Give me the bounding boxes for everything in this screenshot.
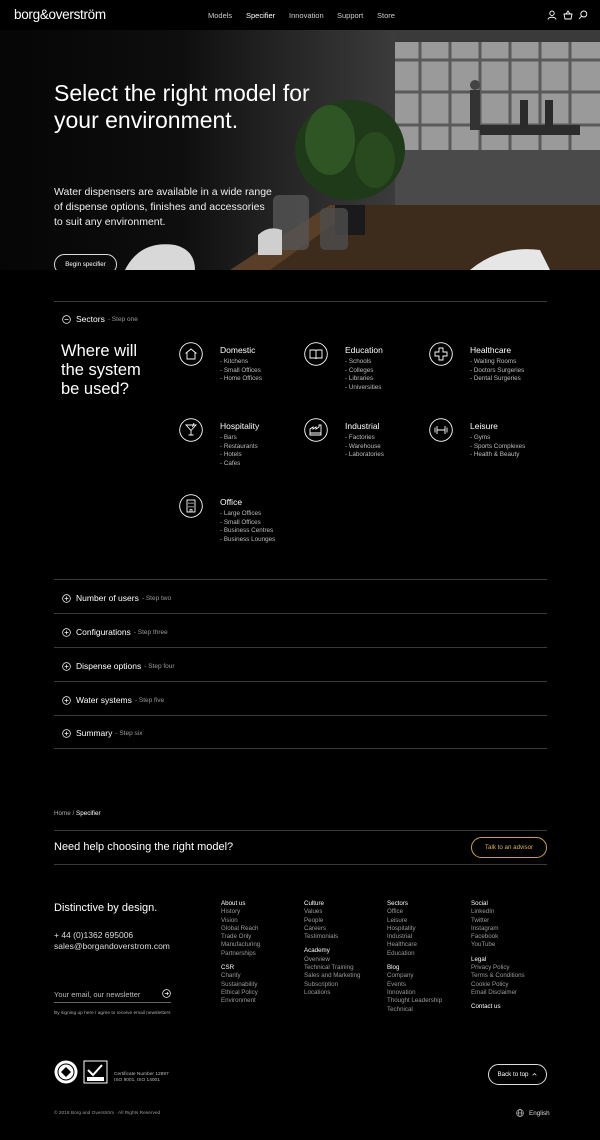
arrow-right-circle-icon[interactable] bbox=[162, 989, 171, 998]
house-icon bbox=[179, 342, 203, 366]
footer-column-social bbox=[471, 900, 525, 1012]
footer-email[interactable]: sales@borgandoverstrom.com bbox=[54, 941, 170, 951]
footer-link[interactable]: Twitter bbox=[471, 916, 490, 924]
sector-sub-item: - Health & Beauty bbox=[470, 451, 520, 459]
nav-specifier[interactable]: Specifier bbox=[246, 11, 276, 20]
expand-icon bbox=[62, 628, 71, 637]
accordion-configurations[interactable] bbox=[62, 627, 168, 637]
sector-sub-item: - Business Centres bbox=[220, 527, 274, 535]
footer-link[interactable]: Innovation bbox=[387, 988, 416, 996]
breadcrumb-current: Specifier bbox=[76, 810, 101, 817]
footer-heading[interactable]: Academy bbox=[304, 947, 330, 955]
divider bbox=[54, 715, 547, 716]
dumbbell-icon bbox=[429, 418, 453, 442]
divider bbox=[54, 681, 547, 682]
sector-sub-item: - Hotels bbox=[220, 451, 242, 459]
footer-link[interactable]: Testimonials bbox=[304, 933, 339, 941]
footer-link[interactable]: Subscription bbox=[304, 980, 339, 988]
certification-badges bbox=[54, 1060, 109, 1084]
accordion-label: Water systems bbox=[76, 695, 132, 705]
accordion-summary[interactable] bbox=[62, 728, 142, 738]
breadcrumb bbox=[54, 810, 101, 817]
nav-support[interactable]: Support bbox=[337, 11, 364, 20]
footer-link[interactable]: Sales and Marketing bbox=[304, 972, 361, 980]
office-building-icon bbox=[179, 494, 203, 518]
footer-link[interactable]: Events bbox=[387, 980, 406, 988]
sector-sub-item: - Small Offices bbox=[220, 366, 261, 374]
accordion-step: - Step five bbox=[134, 696, 165, 704]
sector-sub-item: - Laboratories bbox=[345, 451, 384, 459]
sector-sub-item: - Gyms bbox=[470, 434, 491, 441]
footer-heading[interactable]: CSR bbox=[221, 964, 235, 972]
copyright-text: © 2018 Borg and Overström · All Rights Reserved bbox=[54, 1111, 161, 1116]
site-header bbox=[0, 0, 600, 30]
accordion-sectors-header[interactable] bbox=[62, 314, 138, 324]
sector-name: Domestic bbox=[220, 345, 256, 355]
accordion-label: Sectors bbox=[76, 314, 105, 324]
user-icon[interactable] bbox=[547, 10, 557, 20]
site-logo[interactable]: borg&overström bbox=[14, 7, 106, 22]
nav-models[interactable]: Models bbox=[208, 11, 233, 20]
expand-icon bbox=[62, 594, 71, 603]
accordion-step: - Step four bbox=[144, 662, 175, 670]
accordion-label: Number of users bbox=[76, 593, 139, 603]
footer-link[interactable]: Careers bbox=[304, 924, 327, 932]
hero-description: Water dispensers are available in a wide range of dispense options, finishes and accessories to suit any environment. bbox=[54, 186, 272, 228]
collapse-icon bbox=[62, 315, 71, 324]
footer-column-about bbox=[221, 900, 260, 1006]
globe-icon bbox=[516, 1109, 524, 1117]
footer-heading[interactable]: Sectors bbox=[387, 900, 408, 907]
newsletter-email-input[interactable] bbox=[54, 987, 154, 1001]
accordion-step: - Step one bbox=[107, 315, 138, 323]
footer-column-sectors bbox=[387, 900, 442, 1014]
sector-sub-item: - Sports Complexes bbox=[470, 442, 526, 450]
accordion-water-systems[interactable] bbox=[62, 695, 164, 705]
accordion-label: Dispense options bbox=[76, 661, 142, 671]
accordion-step: - Step six bbox=[115, 729, 143, 737]
accordion-dispense-options[interactable] bbox=[62, 661, 175, 671]
divider bbox=[54, 748, 547, 749]
breadcrumb-separator: / bbox=[72, 810, 75, 817]
language-selector[interactable] bbox=[516, 1109, 550, 1117]
footer-link[interactable]: History bbox=[221, 908, 241, 916]
nav-innovation[interactable]: Innovation bbox=[289, 11, 324, 20]
expand-icon bbox=[62, 696, 71, 705]
footer-link[interactable]: Thought Leadership bbox=[387, 997, 443, 1005]
sector-sub-item: - Colleges bbox=[345, 366, 374, 374]
hero-office-image bbox=[0, 30, 600, 270]
sector-sub-item: - Large Offices bbox=[220, 510, 262, 517]
language-label: English bbox=[529, 1109, 550, 1117]
divider bbox=[54, 301, 547, 302]
certificate-number: Certificate Number 12897 bbox=[114, 1072, 169, 1077]
accordion-label: Summary bbox=[76, 728, 113, 738]
sector-name: Office bbox=[220, 497, 243, 507]
sector-sub-item: - Small Offices bbox=[220, 518, 261, 526]
sector-sub-item: - Libraries bbox=[345, 375, 373, 383]
sector-name: Hospitality bbox=[220, 421, 260, 431]
medical-cross-icon bbox=[429, 342, 453, 366]
sector-sub-item: - Business Lounges bbox=[220, 535, 276, 543]
footer-link[interactable]: Environment bbox=[221, 997, 256, 1005]
footer-column-culture bbox=[304, 900, 360, 997]
footer-link[interactable]: Locations bbox=[304, 988, 331, 996]
accordion-number-of-users[interactable] bbox=[62, 593, 171, 603]
footer-link[interactable]: Vision bbox=[221, 916, 238, 924]
footer-link[interactable]: Partnerships bbox=[221, 949, 256, 957]
certificate-standards: ISO 9001, ISO 14001 bbox=[114, 1078, 160, 1083]
divider bbox=[54, 613, 547, 614]
certificate-info bbox=[114, 1072, 169, 1084]
sector-name: Education bbox=[345, 345, 383, 355]
sector-sub-item: - Universities bbox=[345, 383, 382, 391]
begin-specifier-button[interactable]: Begin specifier bbox=[54, 254, 117, 270]
hero-title: Select the right model for your environment. bbox=[54, 80, 310, 133]
factory-icon bbox=[304, 418, 328, 442]
expand-icon bbox=[62, 729, 71, 738]
sector-name: Industrial bbox=[345, 421, 380, 431]
footer-link[interactable]: Ethical Policy bbox=[221, 988, 258, 996]
sector-sub-item: - Bars bbox=[220, 434, 237, 441]
talk-to-advisor-button[interactable]: Talk to an advisor bbox=[471, 837, 547, 858]
divider bbox=[54, 830, 547, 831]
footer-link[interactable]: Terms & Conditions bbox=[471, 972, 525, 980]
back-to-top-label: Back to top bbox=[497, 1071, 529, 1078]
sector-sub-item: - Cafes bbox=[220, 459, 241, 467]
footer-heading[interactable]: Culture bbox=[304, 900, 324, 907]
sector-sub-item: - Home Offices bbox=[220, 375, 262, 383]
footer-link[interactable]: Charity bbox=[221, 972, 241, 980]
accordion-step: - Step three bbox=[133, 628, 168, 636]
back-to-top-button[interactable] bbox=[488, 1064, 547, 1085]
footer-link[interactable]: Manufacturing bbox=[221, 941, 261, 949]
footer-tagline: Distinctive by design. bbox=[54, 902, 158, 914]
hero-banner bbox=[0, 30, 600, 270]
footer-link[interactable]: Education bbox=[387, 949, 415, 957]
sector-sub-item: - Restaurants bbox=[220, 442, 258, 450]
footer-link[interactable]: Values bbox=[304, 908, 323, 916]
sector-sub-item: - Kitchens bbox=[220, 358, 248, 365]
footer-link[interactable]: Hospitality bbox=[387, 924, 416, 932]
footer-heading[interactable]: Blog bbox=[387, 964, 400, 972]
sector-sub-item: - Dental Surgeries bbox=[470, 375, 521, 383]
sector-sub-item: - Factories bbox=[345, 434, 375, 441]
footer-link[interactable]: People bbox=[304, 916, 324, 924]
sector-sub-item: - Waiting Rooms bbox=[470, 358, 517, 365]
footer-link[interactable]: Instagram bbox=[471, 924, 499, 932]
footer-heading[interactable]: Social bbox=[471, 900, 488, 907]
breadcrumb-home[interactable]: Home bbox=[54, 810, 71, 817]
footer-phone[interactable]: + 44 (0)1362 695006 bbox=[54, 930, 134, 940]
divider bbox=[54, 579, 547, 580]
divider bbox=[54, 864, 547, 865]
sector-sub-item: - Doctors Surgeries bbox=[470, 366, 525, 374]
footer-link[interactable]: Global Reach bbox=[221, 924, 259, 932]
footer-link[interactable]: Facebook bbox=[471, 933, 499, 941]
footer-link[interactable]: Trade Only bbox=[221, 933, 252, 941]
footer-link[interactable]: Email Disclaimer bbox=[471, 988, 518, 996]
sector-sub-item: - Warehouse bbox=[345, 442, 381, 450]
footer-heading[interactable]: About us bbox=[221, 900, 246, 907]
sector-name: Healthcare bbox=[470, 345, 512, 355]
sector-name: Leisure bbox=[470, 421, 498, 431]
footer-link[interactable]: Industrial bbox=[387, 933, 413, 941]
footer-heading[interactable]: Legal bbox=[471, 955, 487, 963]
newsletter-consent-note: By signing up here I agree to receive email newsletters bbox=[54, 1011, 171, 1016]
expand-icon bbox=[62, 662, 71, 671]
footer-link[interactable]: Technical bbox=[387, 1005, 413, 1013]
footer-link[interactable]: Sustainability bbox=[221, 980, 258, 988]
footer-link[interactable]: Privacy Policy bbox=[471, 964, 510, 972]
sectors-question: Where will the system be used? bbox=[61, 342, 141, 398]
accordion-label: Configurations bbox=[76, 627, 131, 637]
footer-link[interactable]: Leisure bbox=[387, 916, 408, 924]
footer-link[interactable]: Cookie Policy bbox=[471, 980, 509, 988]
footer-link[interactable]: YouTube bbox=[471, 941, 496, 949]
footer-link[interactable]: Healthcare bbox=[387, 941, 417, 949]
search-icon[interactable] bbox=[578, 10, 588, 20]
basket-icon[interactable] bbox=[563, 10, 573, 20]
sector-sub-item: - Schools bbox=[345, 358, 372, 365]
footer-heading[interactable]: Contact us bbox=[471, 1003, 501, 1011]
newsletter-form bbox=[54, 987, 171, 1003]
cocktail-icon bbox=[179, 418, 203, 442]
footer-link[interactable]: Office bbox=[387, 908, 404, 916]
footer-link[interactable]: Technical Training bbox=[304, 964, 354, 972]
footer-link[interactable]: Overview bbox=[304, 955, 330, 963]
divider bbox=[54, 647, 547, 648]
footer-link[interactable]: LinkedIn bbox=[471, 908, 495, 916]
book-icon bbox=[304, 342, 328, 366]
nav-store[interactable]: Store bbox=[377, 11, 395, 20]
footer-link[interactable]: Company bbox=[387, 972, 414, 980]
chevron-up-icon bbox=[532, 1072, 537, 1077]
help-heading: Need help choosing the right model? bbox=[54, 841, 234, 853]
accordion-step: - Step two bbox=[141, 594, 172, 602]
